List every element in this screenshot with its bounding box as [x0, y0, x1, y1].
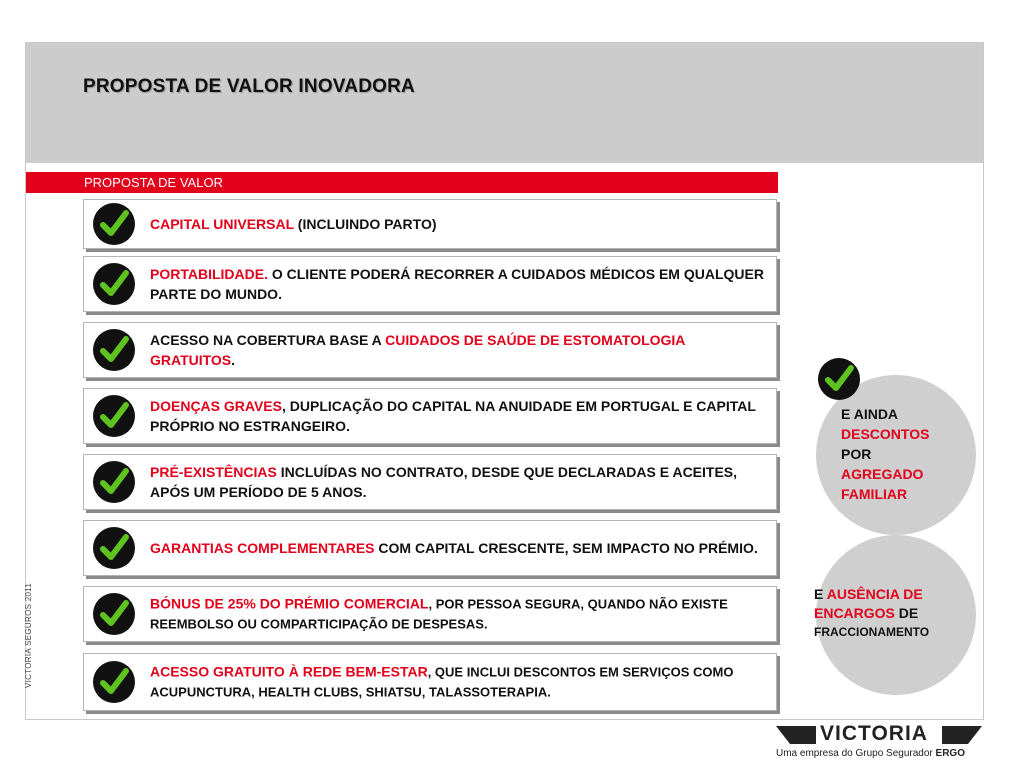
footer-tagline: [776, 748, 965, 759]
checkmark-icon: [92, 202, 136, 246]
no-charges-line-1: [814, 585, 929, 604]
value-item-text: [150, 462, 772, 502]
checkmark-icon: [817, 357, 861, 401]
slide: [25, 42, 984, 720]
body-text: , QUE INCLUI DESCONTOS EM SERVIÇOS COMO ACUPUNCTURA, HEALTH CLUBS, SHIATSU, TALASSOTERAPIA.: [150, 664, 734, 700]
header-band: [26, 43, 983, 163]
discount-line-1: E AINDA: [841, 406, 899, 422]
no-charges-red-1: AUSÊNCIA DE: [826, 586, 923, 602]
body-text: , DUPLICAÇÃO DO CAPITAL NA ANUIDADE EM PORTUGAL E CAPITAL PRÓPRIO NO ESTRANGEIRO.: [150, 398, 756, 434]
value-item-4: [83, 388, 777, 444]
body-text: .: [231, 352, 236, 368]
highlight-text: PORTABILIDADE.: [150, 266, 268, 282]
no-charges-e: E: [814, 586, 827, 602]
highlight-text: ACESSO GRATUITO À REDE BEM-ESTAR: [150, 663, 428, 680]
checkmark-icon: [92, 394, 136, 438]
victoria-logo: [776, 724, 986, 746]
logo-stripe-right-icon: [942, 726, 982, 744]
checkmark-icon: [92, 592, 136, 636]
section-bar: [26, 172, 778, 193]
discount-text: [841, 404, 929, 504]
value-item-text: [150, 594, 772, 635]
tagline-brand: ERGO: [935, 748, 965, 759]
body-text: COM CAPITAL CRESCENTE, SEM IMPACTO NO PRÉMIO.: [374, 540, 758, 556]
value-item-6: [83, 520, 777, 576]
highlight-text: DOENÇAS GRAVES: [150, 398, 282, 414]
value-item-8: [83, 653, 777, 711]
value-item-text: [150, 330, 772, 370]
value-item-text: [150, 662, 774, 703]
highlight-text: BÓNUS DE 25% DO PRÉMIO COMERCIAL: [150, 595, 429, 612]
highlight-text: CAPITAL UNIVERSAL: [150, 216, 294, 232]
section-label: PROPOSTA DE VALOR: [84, 175, 223, 190]
value-item-2: [83, 256, 777, 312]
highlight-text: PRÉ-EXISTÊNCIAS: [150, 464, 277, 480]
body-text: O CLIENTE PODERÁ RECORRER A CUIDADOS MÉDICOS EM QUALQUER PARTE DO MUNDO.: [150, 266, 764, 302]
value-item-7: [83, 586, 777, 642]
tagline-text: Uma empresa do Grupo Segurador: [776, 748, 936, 759]
discount-line-3: POR: [841, 446, 872, 462]
value-item-3: [83, 322, 777, 378]
value-item-text: [150, 396, 772, 436]
footer-logo: [776, 724, 986, 764]
vertical-footer-text: VICTORIA SEGUROS 2011: [24, 582, 33, 688]
value-item-text: [150, 538, 772, 558]
body-text: (INCLUINDO PARTO): [293, 216, 437, 232]
value-item-5: [83, 454, 777, 510]
checkmark-icon: [92, 262, 136, 306]
page-title: PROPOSTA DE VALOR INOVADORA: [83, 76, 415, 97]
body-text: , POR PESSOA SEGURA, QUANDO NÃO EXISTE REEMBOLSO OU COMPARTICIPAÇÃO DE DESPESAS.: [150, 596, 728, 632]
no-charges-line-2: [814, 604, 929, 623]
no-charges-text: [814, 585, 929, 642]
value-item-1: [83, 199, 777, 249]
checkmark-icon: [92, 460, 136, 504]
no-charges-red-2: ENCARGOS: [814, 605, 895, 621]
checkmark-icon: [92, 660, 136, 704]
checkmark-icon: [92, 526, 136, 570]
body-text: ACESSO NA COBERTURA BASE A: [150, 332, 386, 348]
discount-line-5: FAMILIAR: [841, 486, 908, 502]
highlight-text: GARANTIAS COMPLEMENTARES: [150, 540, 375, 556]
body-text: INCLUÍDAS NO CONTRATO, DESDE QUE DECLARADAS E ACEITES, APÓS UM PERÍODO DE 5 ANOS.: [150, 464, 738, 500]
logo-stripe-left-icon: [776, 726, 816, 744]
no-charges-line-3: FRACCIONAMENTO: [814, 625, 930, 639]
highlight-text: CUIDADOS DE SAÚDE DE ESTOMATOLOGIA GRATUITOS: [150, 332, 685, 368]
discount-line-4: AGREGADO: [841, 466, 924, 482]
no-charges-de: DE: [894, 605, 919, 621]
logo-word: VICTORIA: [820, 722, 928, 745]
checkmark-icon: [92, 328, 136, 372]
value-item-text: [150, 214, 772, 234]
discount-line-2: DESCONTOS: [841, 426, 930, 442]
value-item-text: [150, 264, 772, 304]
